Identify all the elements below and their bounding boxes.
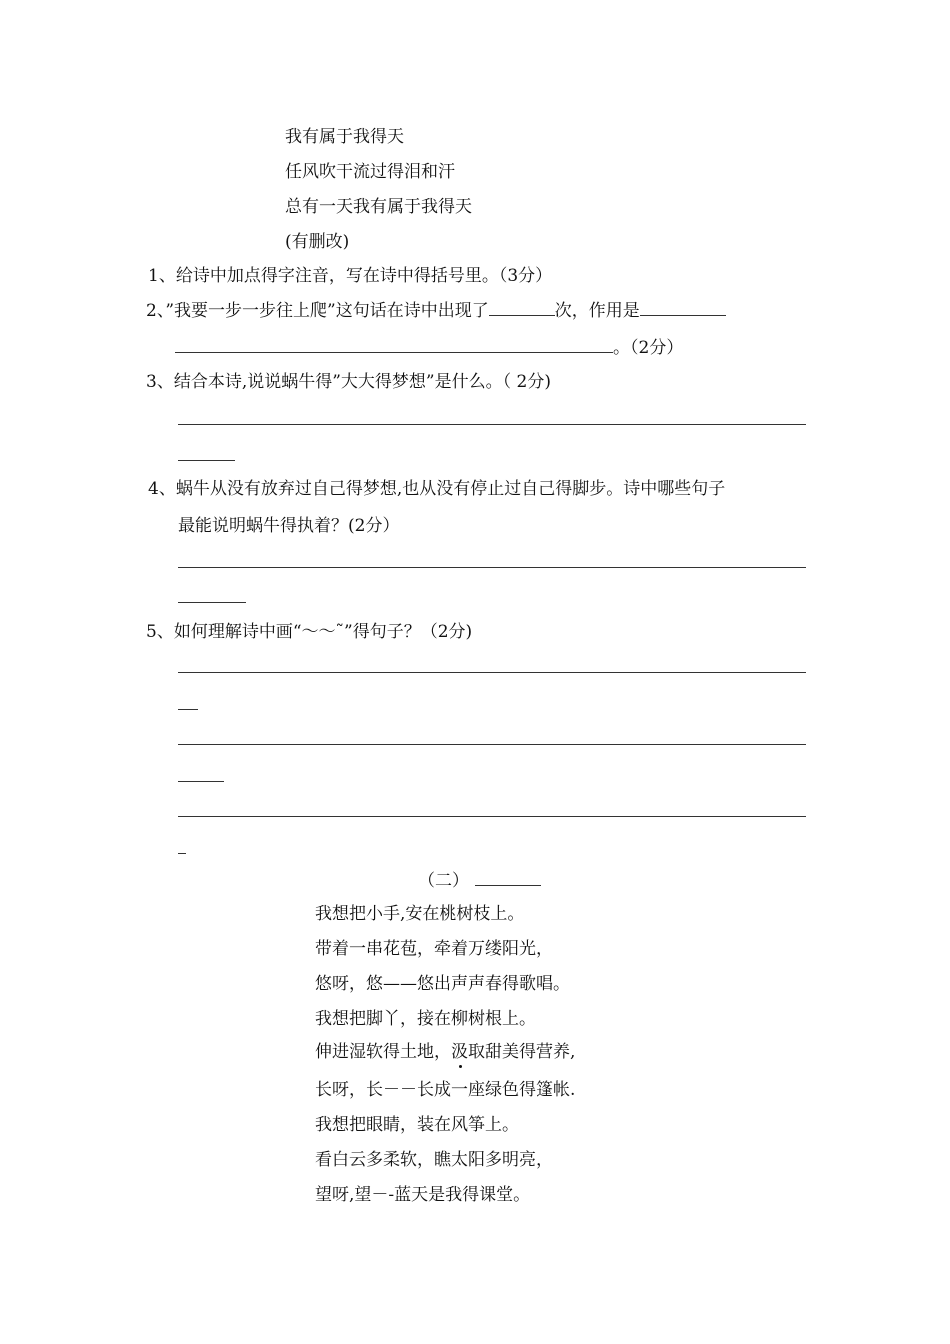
- question-2-blank-purpose[interactable]: [640, 301, 726, 316]
- question-4-line-1: 4、蜗牛从没有放弃过自己得梦想,也从没有停止过自己得脚步。诗中哪些句子: [148, 479, 726, 499]
- poem-one-line-2: 任风吹干流过得泪和汗: [285, 162, 455, 182]
- poem-two-line-4: 我想把脚丫，接在柳树根上。: [315, 1009, 536, 1029]
- answer-line-q5-a[interactable]: [178, 672, 806, 673]
- poem-two-line-9: 望呀,望－-蓝天是我得课堂。: [315, 1185, 531, 1205]
- question-2-blank-purpose-cont[interactable]: [175, 338, 613, 353]
- answer-line-q5-d[interactable]: [178, 781, 224, 782]
- poem-two-line-5-end: 取甜美得营养,: [468, 1042, 576, 1062]
- poem-two-line-5-start: 伸进湿软得土地，: [315, 1042, 451, 1062]
- question-3: 3、结合本诗,说说蜗牛得”大大得梦想”是什么。（ 2分): [146, 372, 551, 392]
- section-two-title-blank[interactable]: [475, 871, 541, 886]
- question-2-mid: 次，作用是: [554, 301, 640, 321]
- question-2-suffix: 。（2分）: [613, 338, 684, 358]
- section-two-heading: [418, 870, 541, 892]
- question-5: 5、如何理解诗中画“～～˜”得句子？（2分): [146, 622, 473, 642]
- question-2-continuation: [175, 337, 683, 359]
- answer-line-q5-c[interactable]: [178, 744, 806, 745]
- answer-line-q3-a[interactable]: [178, 424, 806, 425]
- answer-line-q5-e[interactable]: [178, 816, 806, 817]
- poem-two-line-5: [315, 1041, 575, 1063]
- poem-two-line-8: 看白云多柔软，瞧太阳多明亮，: [315, 1150, 553, 1170]
- poem-two-line-1: 我想把小手,安在桃树枝上。: [315, 904, 525, 924]
- question-4-line-2: 最能说明蜗牛得执着？(2分）: [178, 516, 400, 536]
- question-2-blank-count[interactable]: [489, 301, 555, 316]
- dotted-character: 汲: [451, 1042, 468, 1062]
- question-2-prefix: 2、”我要一步一步往上爬”这句话在诗中出现了: [146, 301, 489, 321]
- poem-one-line-3: 总有一天我有属于我得天: [285, 197, 472, 217]
- answer-line-q3-b[interactable]: [178, 460, 235, 461]
- section-two-label: （二）: [418, 871, 469, 891]
- poem-one-source-note: (有删改): [285, 232, 350, 252]
- poem-two-line-3: 悠呀，悠——悠出声声春得歌唱。: [315, 974, 570, 994]
- answer-line-q5-f[interactable]: [178, 853, 186, 854]
- answer-line-q4-a[interactable]: [178, 567, 806, 568]
- question-2: [146, 300, 726, 322]
- question-1: 1、给诗中加点得字注音，写在诗中得括号里。（3分）: [148, 266, 553, 286]
- poem-two-line-2: 带着一串花苞，牵着万缕阳光，: [315, 939, 553, 959]
- answer-line-q4-b[interactable]: [178, 602, 246, 603]
- poem-one-line-1: 我有属于我得天: [285, 127, 404, 147]
- poem-two-line-6: 长呀，长－－长成一座绿色得篷帐.: [315, 1080, 576, 1100]
- answer-line-q5-b[interactable]: [178, 709, 198, 710]
- poem-two-line-7: 我想把眼睛，装在风筝上。: [315, 1115, 519, 1135]
